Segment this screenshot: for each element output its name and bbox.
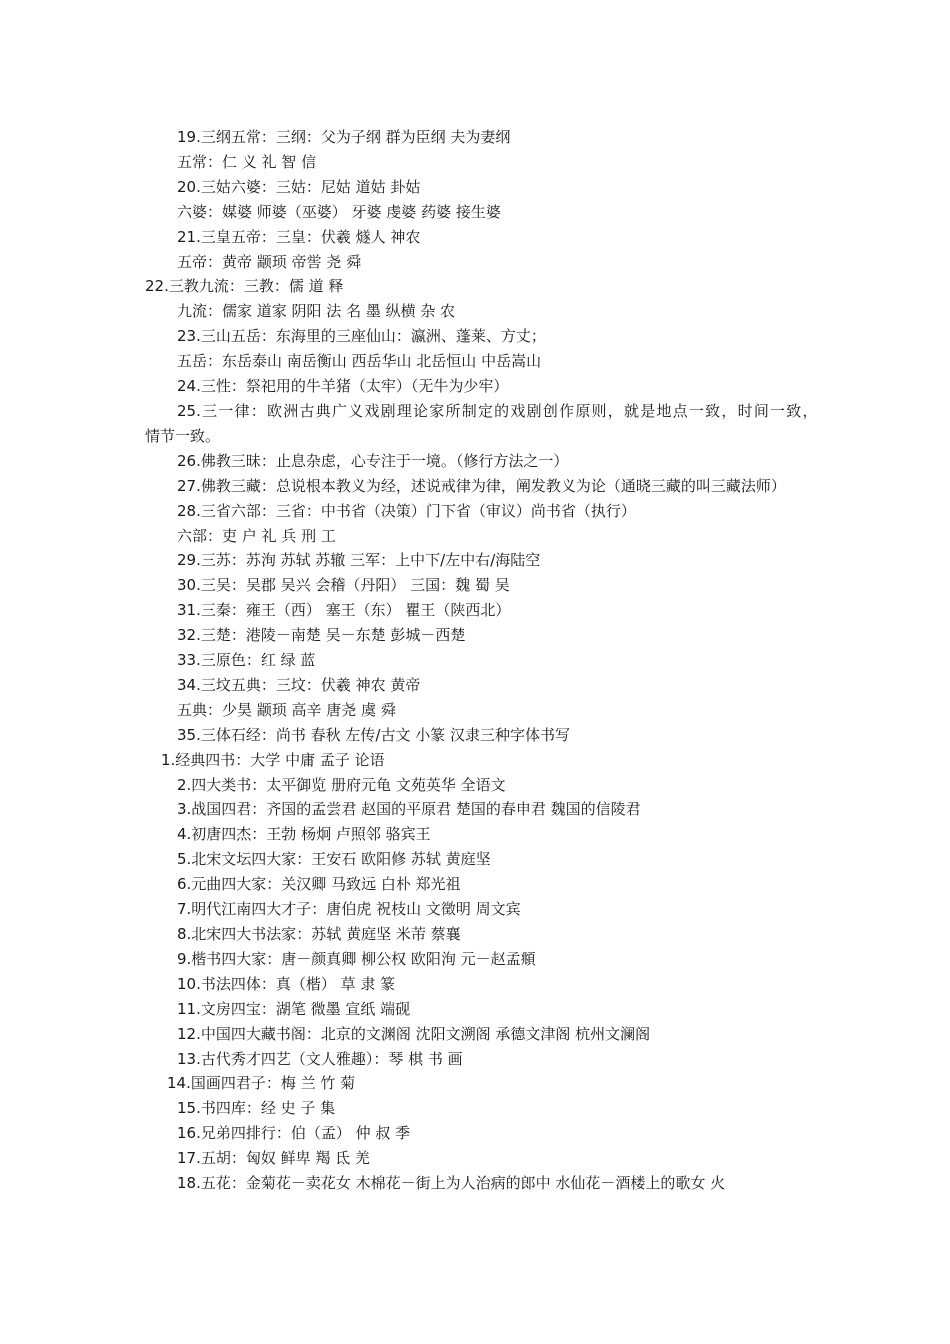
text-line: 6.元曲四大家：关汉卿 马致远 白朴 郑光祖 [177,875,461,894]
text-line: 28.三省六部：三省：中书省（决策）门下省（审议）尚书省（执行） [177,501,636,520]
text-line: 30.三吴：吴郡 吴兴 会稽（丹阳） 三国：魏 蜀 吴 [177,576,510,595]
text-line: 19.三纲五常：三纲：父为子纲 群为臣纲 夫为妻纲 [177,128,511,146]
text-line: 六部：吏 户 礼 兵 刑 工 [177,526,336,545]
text-line: 9.楷书四大家：唐－颜真卿 柳公权 欧阳洵 元－赵孟頫 [177,949,536,968]
text-line: 五帝：黄帝 颛顼 帝喾 尧 舜 [177,252,362,271]
text-line: 14.国画四君子：梅 兰 竹 菊 [167,1074,356,1093]
text-line: 五典：少昊 颛顼 高辛 唐尧 虞 舜 [177,700,396,719]
text-line: 16.兄弟四排行：伯（孟） 仲 叔 季 [177,1124,411,1143]
text-line: 17.五胡：匈奴 鲜卑 羯 氐 羌 [177,1149,370,1168]
text-paragraph: 27.佛教三藏：总说根本教义为经，述说戒律为律，阐发教义为论（通晓三藏的叫三藏法师） [177,476,786,495]
text-line: 21.三皇五帝：三皇：伏羲 燧人 神农 [177,227,421,246]
text-line: 31.三秦：雍王（西） 塞王（东） 瞿王（陕西北） [177,601,511,620]
text-line: 22.三教九流：三教：儒 道 释 [145,277,344,296]
text-line: 8.北宋四大书法家：苏轼 黄庭坚 米芾 蔡襄 [177,925,461,943]
text-line: 26.佛教三昧：止息杂虑，心专注于一境。（修行方法之一） [177,451,569,470]
text-line: 九流：儒家 道家 阴阳 法 名 墨 纵横 杂 农 [177,302,456,321]
text-line: 10.书法四体：真（楷） 草 隶 篆 [177,974,396,993]
text-line: 35.三体石经：尚书 春秋 左传/古文 小篆 汉隶三种字体书写 [177,725,570,744]
text-line: 23.三山五岳：东海里的三座仙山：瀛洲、蓬莱、方丈； [177,327,546,346]
text-line: 1.经典四书：大学 中庸 孟子 论语 [161,750,385,769]
text-line: 六婆：媒婆 师婆（巫婆） 牙婆 虔婆 药婆 接生婆 [177,202,501,221]
document-body [145,125,856,1196]
text-line: 33.三原色：红 绿 蓝 [177,651,316,670]
text-line: 12.中国四大藏书阁：北京的文渊阁 沈阳文溯阁 承德文津阁 杭州文澜阁 [177,1024,651,1043]
text-line: 34.三坟五典：三坟：伏羲 神农 黄帝 [177,675,421,694]
text-line: 5.北宋文坛四大家：王安石 欧阳修 苏轼 黄庭坚 [177,850,491,869]
text-line: 13.古代秀才四艺（文人雅趣）：琴 棋 书 画 [177,1049,463,1068]
text-line: 11.文房四宝：湖笔 微墨 宣纸 端砚 [177,999,411,1018]
text-line: 7.明代江南四大才子：唐伯虎 祝枝山 文徵明 周文宾 [177,900,521,919]
text-line: 24.三性：祭祀用的牛羊猪（太牢）（无牛为少牢） [177,377,509,396]
text-line: 32.三楚：港陵－南楚 吴－东楚 彭城－西楚 [177,626,466,645]
text-paragraph: 25.三一律：欧洲古典广义戏剧理论家所制定的戏剧创作原则，就是地点一致，时间一致， 情节一致。 [145,401,856,445]
text-line: 2.四大类书：太平御览 册府元龟 文苑英华 全语文 [177,775,506,794]
text-line: 29.三苏：苏洵 苏轼 苏辙 三军：上中下/左中右/海陆空 [177,551,541,570]
text-line: 五常：仁 义 礼 智 信 [177,152,317,171]
text-line: 18.五花：金菊花－卖花女 木棉花－街上为人治病的郎中 水仙花－酒楼上的歌女 火 [177,1174,726,1193]
text-line: 20.三姑六婆：三姑：尼姑 道姑 卦姑 [177,177,421,196]
text-line: 4.初唐四杰：王勃 杨炯 卢照邻 骆宾王 [177,825,431,844]
text-line: 五岳：东岳泰山 南岳衡山 西岳华山 北岳恒山 中岳嵩山 [177,352,542,371]
text-line: 3.战国四君：齐国的孟尝君 赵国的平原君 楚国的春申君 魏国的信陵君 [177,800,641,819]
text-line: 15.书四库：经 史 子 集 [177,1099,336,1118]
